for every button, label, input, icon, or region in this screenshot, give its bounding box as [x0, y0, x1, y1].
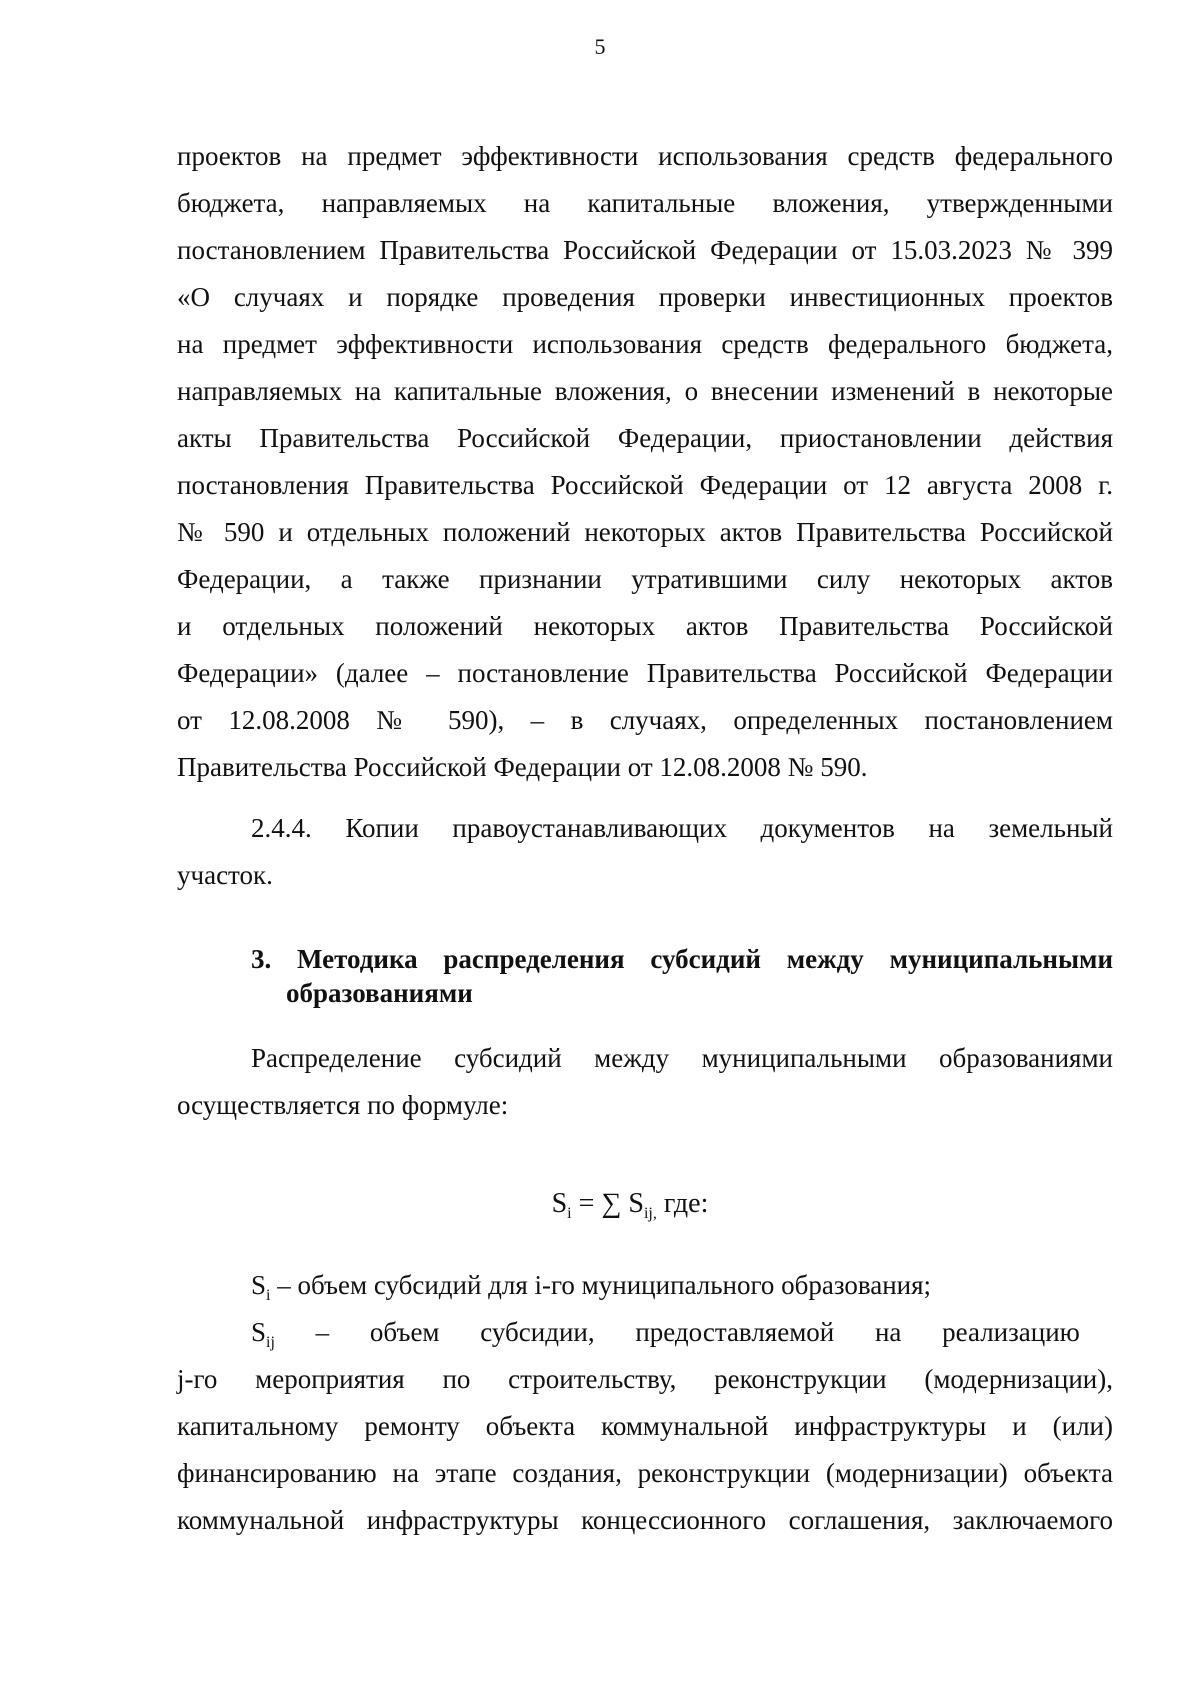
paragraph-line: бюджета, направляемых на капитальные вложения, утвержденными [177, 188, 1113, 218]
paragraph-line: акты Правительства Российской Федерации, приостановлении действия [177, 423, 1113, 453]
page-number: 5 [594, 34, 606, 59]
paragraph-line: «О случаях и порядке проведения проверки инвестиционных проектов [177, 282, 1113, 312]
paragraph-line: на предмет эффективности использования средств федерального бюджета, [177, 329, 1113, 359]
symbol-sub: i [266, 1287, 271, 1304]
formula-lhs: S [551, 1188, 568, 1219]
paragraph-line: Федерации, а также признании утратившими силу некоторых актов [177, 564, 1113, 594]
paragraph-line: постановления Правительства Российской Федерации от 12 августа 2008 г. [177, 470, 1113, 500]
definition-text: – объем субсидии, предоставляемой на реализацию [274, 1317, 1080, 1347]
definition-si [251, 1267, 1113, 1314]
paragraph-line: Распределение субсидий между муниципальными образованиями [251, 1043, 1113, 1073]
section-heading: образованиями [286, 978, 473, 1008]
paragraph-line: проектов на предмет эффективности использования средств федерального [177, 141, 1113, 171]
paragraph-line: направляемых на капитальные вложения, о внесении изменений в некоторые [177, 376, 1113, 406]
paragraph-line: и отдельных положений некоторых актов Правительства Российской [177, 611, 1113, 641]
symbol-sub: ij [266, 1334, 275, 1351]
formula [0, 1186, 1200, 1232]
paragraph-line: капитальному ремонту объекта коммунальной инфраструктуры и (или) [177, 1411, 1113, 1441]
definition-sij [251, 1314, 1113, 1361]
item-244-line: участок. [177, 860, 273, 890]
paragraph-line: Правительства Российской Федерации от 12.08.2008 № 590. [177, 752, 868, 782]
section-heading: 3. Методика распределения субсидий между муниципальными [251, 944, 1113, 974]
formula-lhs-sub: i [567, 1205, 572, 1222]
paragraph-line: j-го мероприятия по строительству, реконструкции (модернизации), [177, 1364, 1113, 1394]
symbol: S [251, 1270, 267, 1300]
formula-tail: где: [656, 1188, 709, 1219]
symbol: S [251, 1317, 267, 1347]
paragraph-line: коммунальной инфраструктуры концессионного соглашения, заключаемого [177, 1505, 1113, 1535]
paragraph-line: осуществляется по формуле: [177, 1090, 509, 1120]
formula-rhs-sub: ij, [643, 1205, 657, 1222]
paragraph-line: № 590 и отдельных положений некоторых актов Правительства Российской [177, 517, 1113, 547]
paragraph-line: финансированию на этапе создания, реконструкции (модернизации) объекта [177, 1458, 1113, 1488]
formula-operator: = ∑ S [571, 1188, 644, 1219]
paragraph-line: от 12.08.2008 № 590), – в случаях, определенных постановлением [177, 705, 1113, 735]
paragraph-line: Федерации» (далее – постановление Правительства Российской Федерации [177, 658, 1113, 688]
definition-text: – объем субсидий для i-го муниципального образования; [270, 1270, 932, 1300]
item-244-line: 2.4.4. Копии правоустанавливающих документов на земельный [251, 813, 1113, 843]
paragraph-line: постановлением Правительства Российской Федерации от 15.03.2023 № 399 [177, 235, 1113, 265]
